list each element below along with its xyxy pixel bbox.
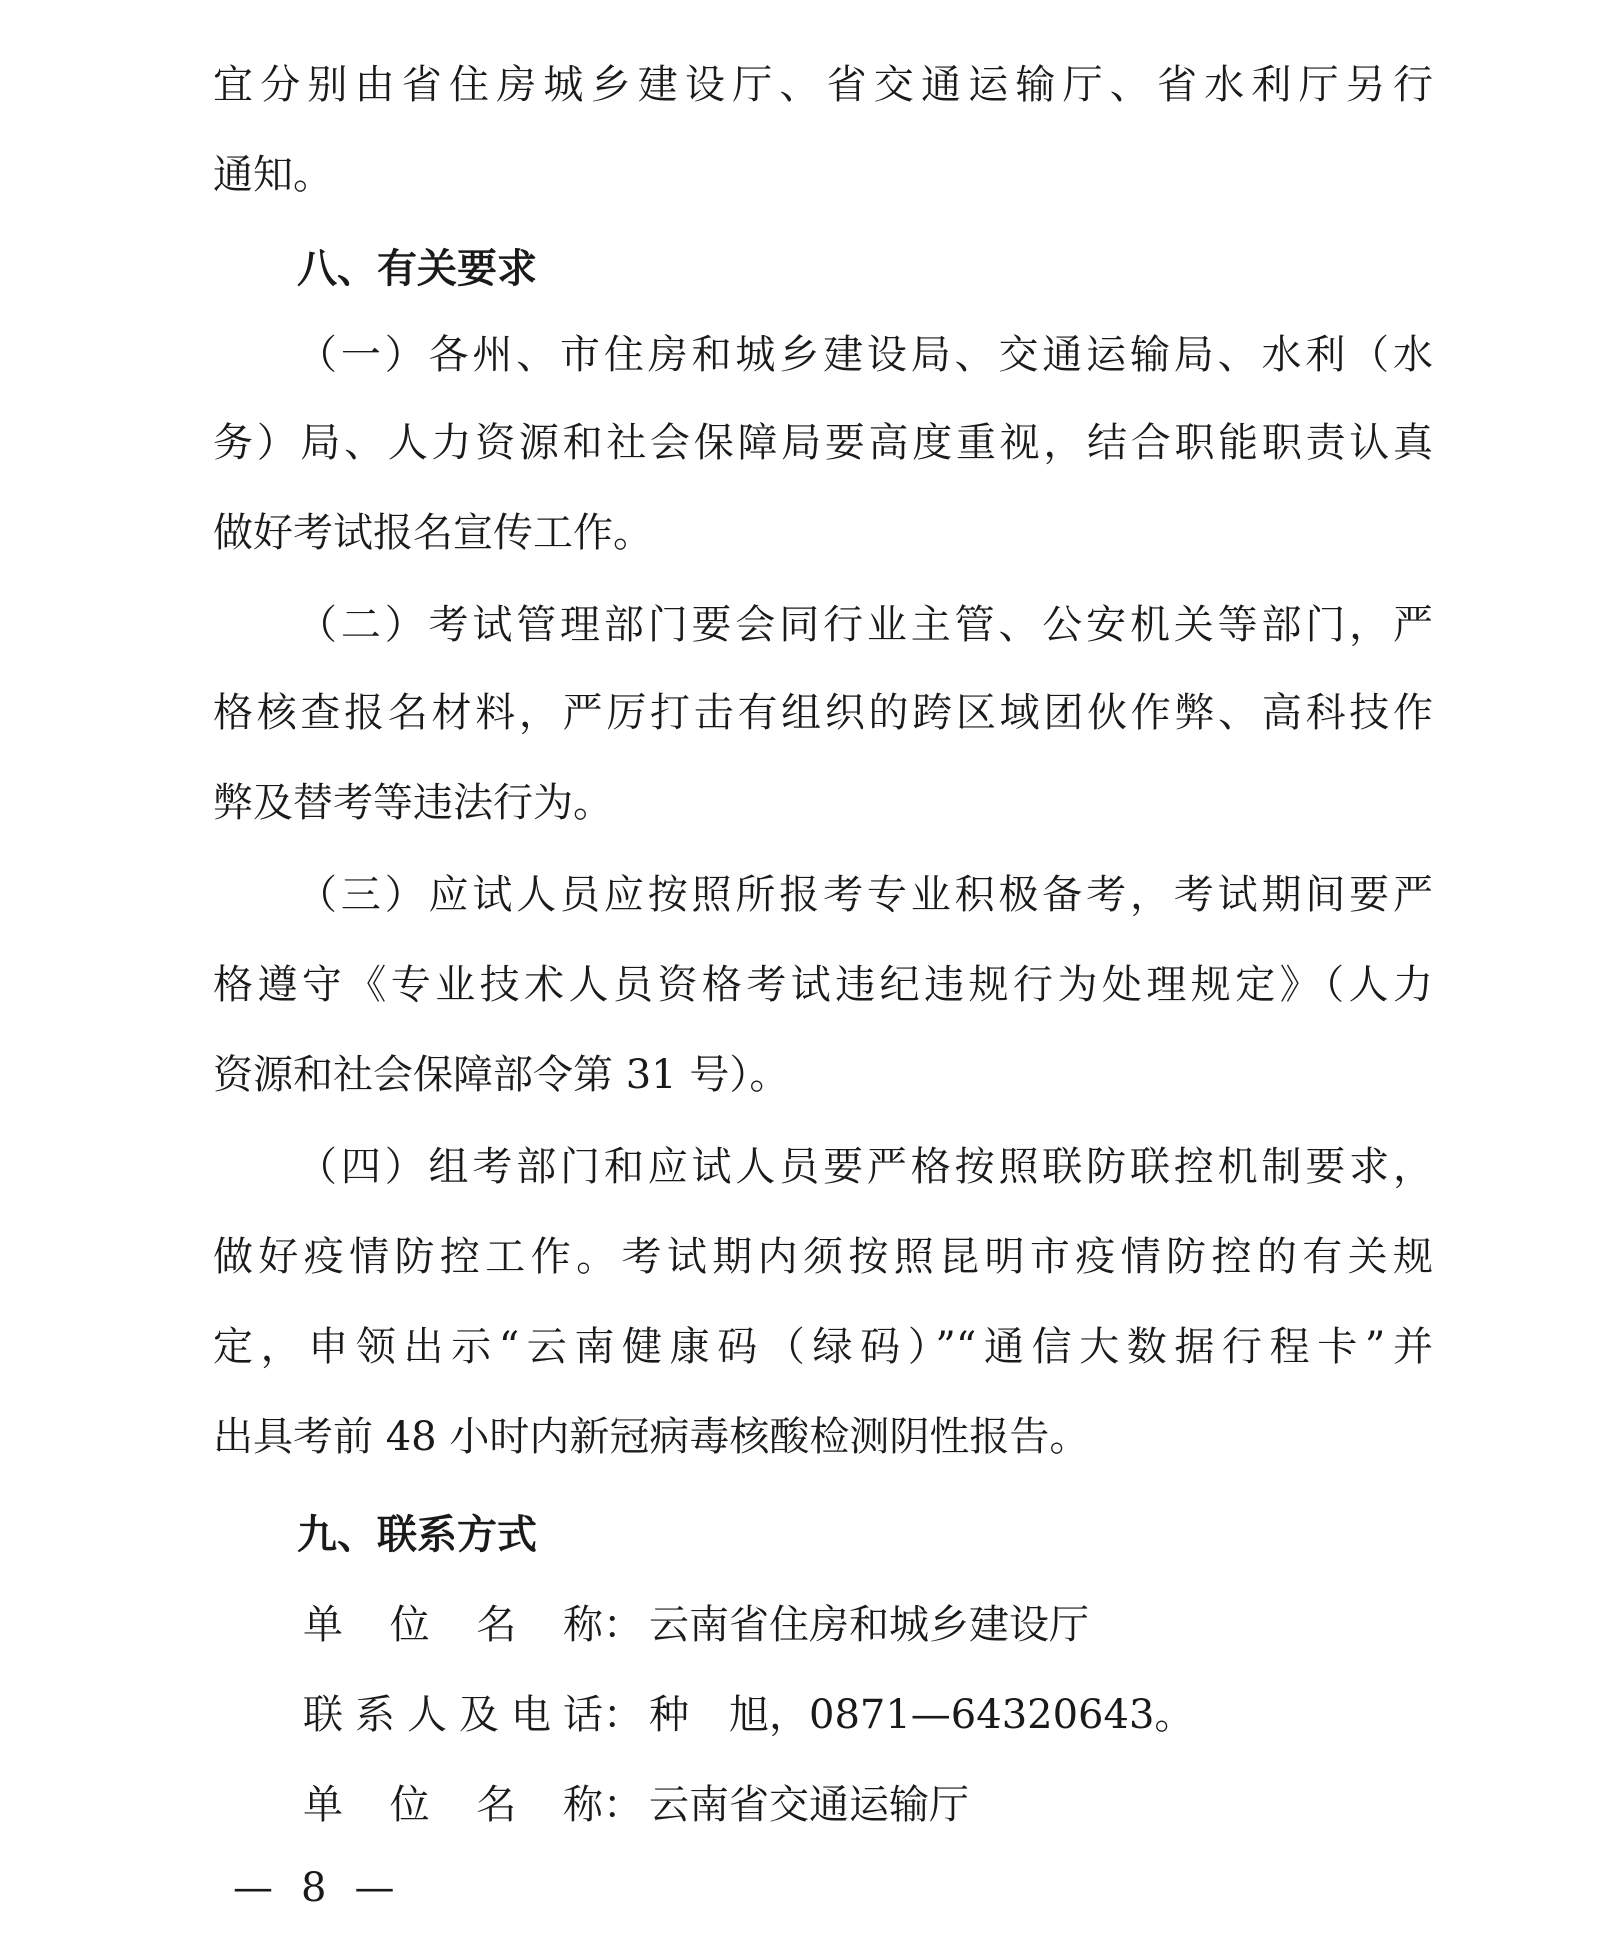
contact-label: 单位名称 — [303, 1782, 603, 1828]
contact-label: 单位名称 — [303, 1602, 603, 1648]
section-heading-contacts: 九、联系方式 — [297, 1512, 537, 1558]
page-footer — [230, 1858, 397, 1918]
contact-row — [303, 1775, 1303, 1835]
paragraph-line: 定，申领出示“云南健康码（绿码）”“通信大数据行程卡”并 — [213, 1324, 1433, 1370]
contact-colon: ： — [603, 1782, 643, 1828]
paragraph-line: 弊及替考等违法行为。 — [213, 780, 613, 826]
contact-label: 联系人及电话 — [303, 1692, 603, 1738]
page-number: 8 — [300, 1865, 327, 1911]
contact-row — [303, 1685, 1303, 1745]
paragraph-line: 做好疫情防控工作。考试期内须按照昆明市疫情防控的有关规 — [213, 1234, 1433, 1280]
contact-value: 种 旭，0871—64320643。 — [649, 1692, 1195, 1738]
footer-dash-left: — — [233, 1865, 273, 1911]
contact-colon: ： — [603, 1692, 643, 1738]
section-heading-requirements: 八、有关要求 — [297, 246, 537, 292]
paragraph-line: 出具考前 48 小时内新冠病毒核酸检测阴性报告。 — [213, 1414, 1090, 1460]
paragraph-line: 宜分别由省住房城乡建设厅、省交通运输厅、省水利厅另行 — [213, 62, 1433, 108]
paragraph-line: （一）各州、市住房和城乡建设局、交通运输局、水利（水 — [297, 332, 1433, 378]
contact-value: 云南省交通运输厅 — [649, 1782, 969, 1828]
contact-value: 云南省住房和城乡建设厅 — [649, 1602, 1089, 1648]
paragraph-line: 格遵守《专业技术人员资格考试违纪违规行为处理规定》（人力 — [213, 962, 1433, 1008]
footer-dash-right: — — [354, 1865, 395, 1911]
paragraph-line: （二）考试管理部门要会同行业主管、公安机关等部门，严 — [297, 602, 1433, 648]
paragraph-line: 做好考试报名宣传工作。 — [213, 510, 653, 556]
paragraph-line: 通知。 — [213, 152, 333, 198]
paragraph-line: 资源和社会保障部令第 31 号）。 — [213, 1052, 790, 1098]
paragraph-line: 务）局、人力资源和社会保障局要高度重视，结合职能职责认真 — [213, 420, 1433, 466]
paragraph-line: （四）组考部门和应试人员要严格按照联防联控机制要求， — [297, 1144, 1433, 1190]
contact-row — [303, 1595, 1303, 1655]
paragraph-line: 格核查报名材料，严厉打击有组织的跨区域团伙作弊、高科技作 — [213, 690, 1433, 736]
contact-colon: ： — [603, 1602, 643, 1648]
paragraph-line: （三）应试人员应按照所报考专业积极备考，考试期间要严 — [297, 872, 1433, 918]
